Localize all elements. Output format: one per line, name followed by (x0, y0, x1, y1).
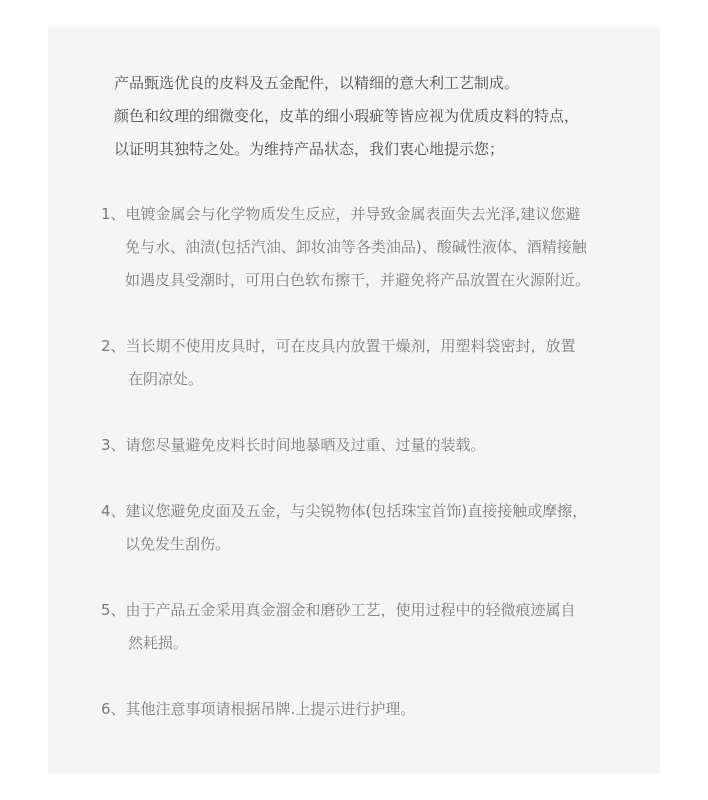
note-line: 1、电镀金属会与化学物质发生反应，并导致金属表面失去光泽,建议您避 (101, 205, 581, 223)
note-line: 然耗损。 (128, 634, 189, 652)
care-note-5 (101, 594, 576, 660)
intro-line: 以证明其独特之处。为维持产品状态，我们衷心地提示您； (114, 140, 505, 158)
note-line: 在阴凉处。 (128, 370, 204, 388)
note-line: 以免发生刮伤。 (125, 535, 231, 553)
care-note-2 (101, 330, 576, 396)
note-line: 3、请您尽量避免皮料长时间地暴晒及过重、过量的装载。 (101, 436, 486, 454)
care-note-6 (101, 693, 415, 726)
intro-line: 颜色和纹理的细微变化，皮革的细小瑕疵等皆应视为优质皮料的特点， (114, 107, 580, 125)
care-note-4 (101, 495, 587, 561)
note-line: 6、其他注意事项请根据吊牌.上提示进行护理。 (101, 700, 416, 718)
care-note-1 (101, 198, 590, 297)
note-line: 5、由于产品五金采用真金溜金和磨砂工艺，使用过程中的轻微痕迹属自 (101, 601, 576, 619)
note-line: 4、建议您避免皮面及五金，与尖锐物体(包括珠宝首饰)直接接触或摩擦， (101, 502, 588, 520)
intro-line: 产品甄选优良的皮料及五金配件，以精细的意大利工艺制成。 (114, 74, 520, 92)
note-line: 2、当长期不使用皮具时，可在皮具内放置干燥剂，用塑料袋密封，放置 (101, 337, 576, 355)
note-line: 免与水、油渍(包括汽油、卸妆油等各类油品)、酸碱性液体、酒精接触 (125, 238, 587, 256)
note-line: 如遇皮具受潮时，可用白色软布擦干，并避免将产品放置在火源附近。 (125, 271, 591, 289)
intro-paragraph (114, 67, 654, 166)
care-note-3 (101, 429, 486, 462)
